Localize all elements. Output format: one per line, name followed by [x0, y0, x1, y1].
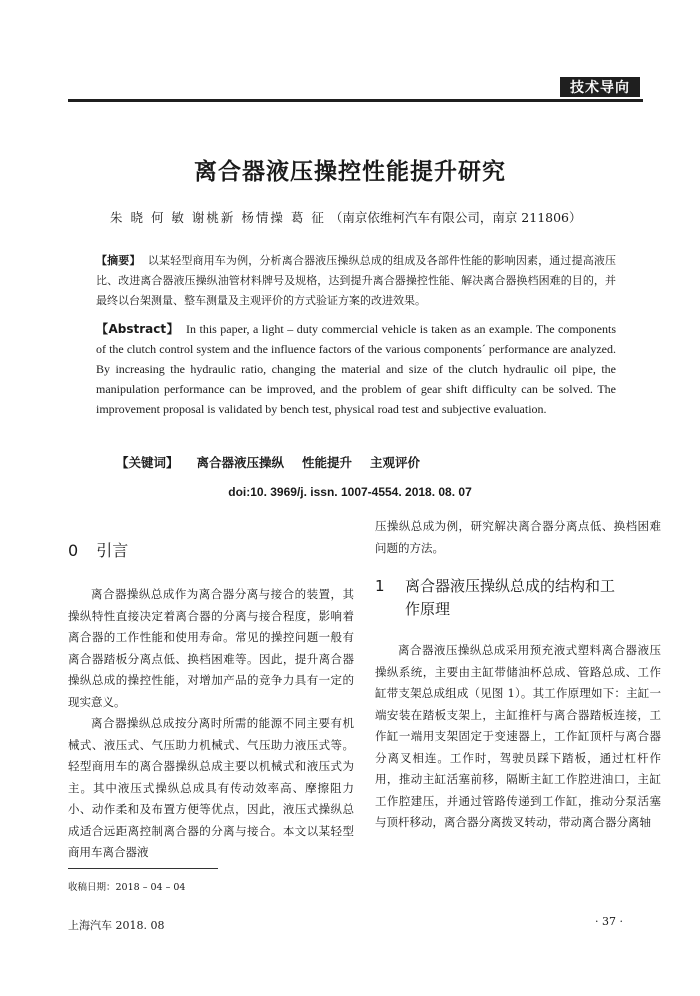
author-names: 朱 晓 何 敏 谢桃新 杨情操 葛 征	[110, 210, 326, 225]
section-number: 0	[68, 541, 79, 560]
section-number: 1	[375, 577, 385, 595]
header-rule	[68, 99, 643, 102]
affiliation: （南京依维柯汽车有限公司，南京 211806）	[329, 210, 582, 225]
journal-issue: 上海汽车 2018. 08	[68, 919, 165, 932]
keyword: 主观评价	[370, 455, 421, 470]
keywords-label: 【关键词】	[116, 455, 179, 470]
paragraph: 压操纵总成为例，研究解决离合器分离点低、换档困难问题的方法。	[375, 519, 661, 555]
section-badge: 技术导向	[560, 77, 640, 97]
paragraph: 离合器操纵总成作为离合器分离与接合的装置，其操纵特性直接决定着离合器的分离与接合程度，影响着离合器的工作性能和使用寿命。常见的操控问题一般有离合器踏板分离点低、换档困难等。因此，提升离合器操纵总成的操控性能，对增加产品的竞争力具有一定的现实意义。	[68, 587, 354, 709]
section-0-heading	[68, 538, 128, 561]
author-line	[110, 208, 582, 226]
right-column-continuation	[375, 516, 661, 559]
abstract-en-text: In this paper, a light – duty commercial vehicle is taken as an example. The components of the clutch control system and the influence factors of the various components´ performance are analyzed. By increasing the hydraulic ratio, changing the material and size of the clutch hydraulic oil pipe, the manipulation performance can be improved, and the problem of gear shift difficulty can be solved. The improvement proposal is validated by bench test, physical road test and subjective evaluation.	[96, 322, 616, 416]
abstract-cn	[96, 251, 616, 311]
footnote-rule	[68, 868, 218, 869]
keyword: 离合器液压操纵	[196, 455, 285, 470]
page-number: · 37 ·	[595, 915, 623, 928]
keyword: 性能提升	[302, 455, 353, 470]
received-date: 收稿日期：2018 – 04 – 04	[68, 882, 186, 893]
section-title-line2: 作原理	[405, 600, 451, 618]
section-1-heading	[375, 575, 661, 621]
paragraph: 离合器液压操纵总成采用预充液式塑料离合器液压操纵系统，主要由主缸带储油杯总成、管路总成、工作缸带支架总成组成（见图 1）。其工作原理如下：主缸一端安装在踏板支架上，主缸推杆与离合器踏板连接，工作缸一端用支架固定于变速器上，工作缸顶杆与离合器分离叉相连。工作时，驾驶员踩下踏板，通过杠杆作用，推动主缸活塞前移，隔断主缸工作腔进油口，主缸工作腔建压，并通过管路传递到工作缸，推动分泵活塞与顶杆移动，离合器分离拨叉转动，带动离合器分离轴	[375, 643, 661, 829]
article-title: 离合器液压操控性能提升研究	[194, 159, 506, 185]
keywords	[116, 453, 434, 471]
abstract-cn-text: 以某轻型商用车为例，分析离合器液压操纵总成的组成及各部件性能的影响因素，通过提高液压比、改进离合器液压操纵油管材料牌号及规格，达到提升离合器操控性能、解决离合器换档困难的目的，并最终以台架测量、整车测量及主观评价的方式验证方案的改进效果。	[96, 254, 617, 307]
section-title: 引言	[96, 541, 129, 560]
doi: doi:10. 3969/j. issn. 1007-4554. 2018. 08. 07	[228, 485, 472, 499]
abstract-en	[96, 319, 616, 419]
abstract-label: 【摘要】	[96, 254, 141, 267]
right-column	[375, 640, 661, 834]
section-title-line1: 离合器液压操纵总成的结构和工	[405, 577, 616, 595]
left-column	[68, 584, 354, 864]
abstract-en-label: 【Abstract】	[96, 322, 180, 336]
paragraph: 离合器操纵总成按分离时所需的能源不同主要有机械式、液压式、气压助力机械式、气压助力液压式等。轻型商用车的离合器操纵总成主要以机械式和液压式为主。其中液压式操纵总成具有传动效率高、摩擦阻力小、动作柔和及布置方便等优点，因此，液压式操纵总成适合远距离控制离合器的分离与接合。本文以某轻型商用车离合器液	[68, 716, 354, 859]
